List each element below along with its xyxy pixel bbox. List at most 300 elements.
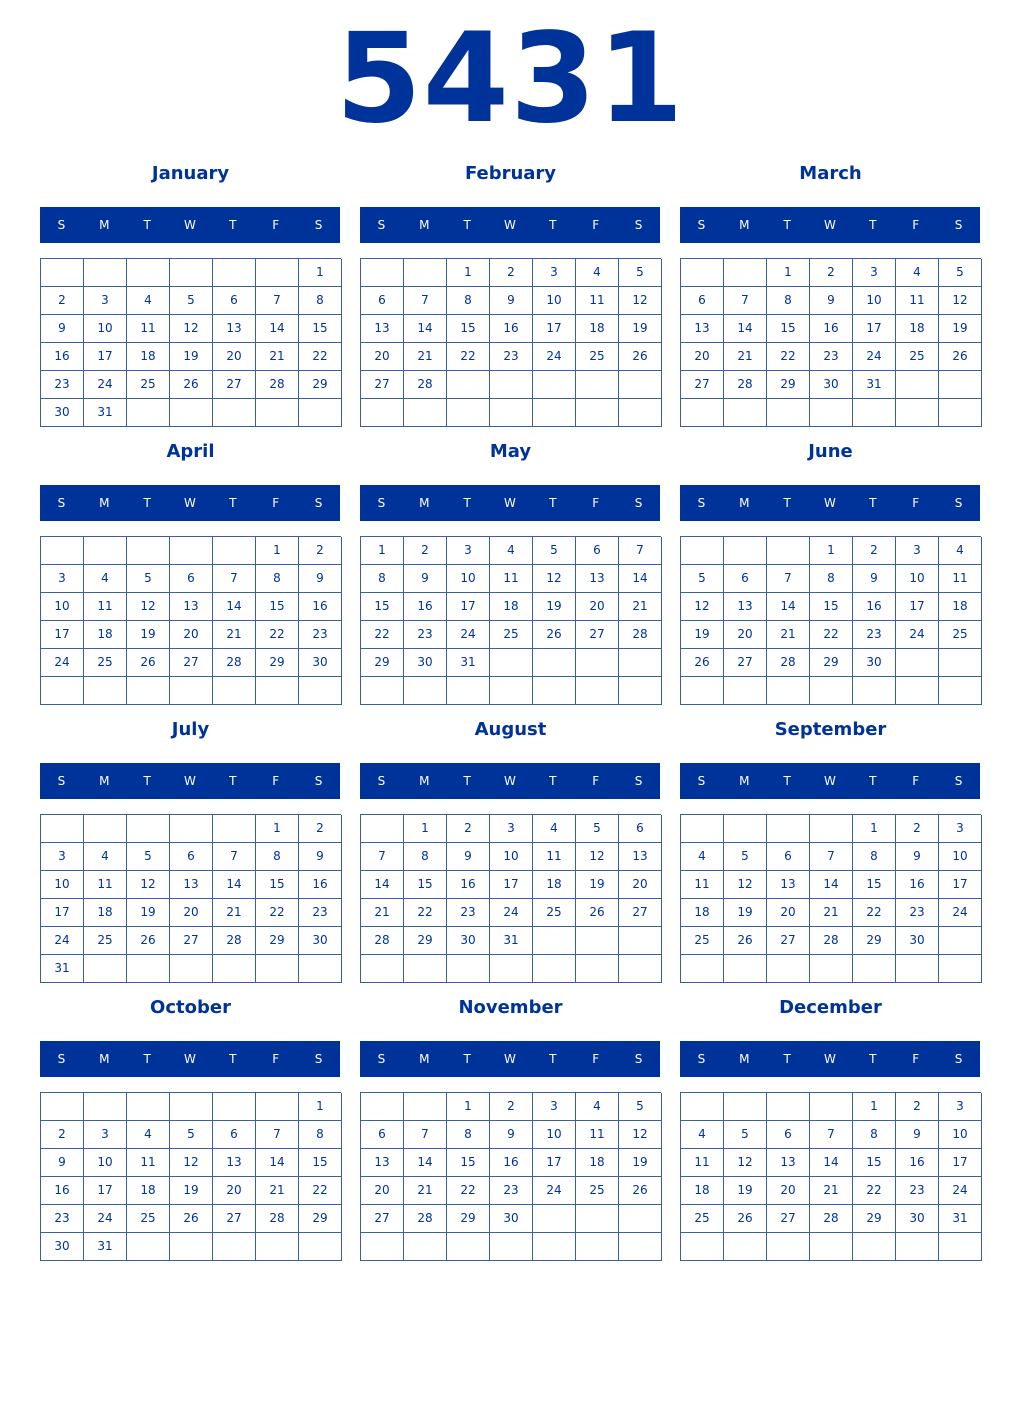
day-cell: 12: [939, 287, 982, 315]
day-cell: 15: [361, 593, 404, 621]
day-cell: 21: [404, 1177, 447, 1205]
day-cell: 13: [681, 315, 724, 343]
day-cell: 28: [767, 649, 810, 677]
weekday-label: M: [99, 1052, 110, 1066]
day-cell: 10: [533, 287, 576, 315]
day-cell: 14: [213, 593, 256, 621]
day-cell: 27: [767, 1205, 810, 1233]
weekday-header: [360, 485, 660, 521]
weekday-label: S: [57, 1052, 66, 1066]
weekday-label: T: [549, 774, 557, 788]
day-cell: 18: [896, 315, 939, 343]
month-name: September: [774, 719, 887, 740]
day-cell: 21: [213, 899, 256, 927]
day-cell: 7: [619, 537, 662, 565]
empty-day-cell: [127, 815, 170, 843]
year-title: 5431: [335, 7, 685, 151]
empty-day-cell: [619, 927, 662, 955]
empty-day-cell: [576, 399, 619, 427]
day-cell: 11: [84, 871, 127, 899]
empty-day-cell: [299, 1233, 342, 1261]
day-cell: 16: [41, 343, 84, 371]
day-cell: 23: [896, 899, 939, 927]
empty-day-cell: [404, 677, 447, 705]
day-cell: 11: [576, 287, 619, 315]
day-cell: 28: [619, 621, 662, 649]
weekday-label: W: [184, 774, 196, 788]
day-cell: 8: [447, 1121, 490, 1149]
day-cell: 15: [256, 593, 299, 621]
day-cell: 17: [939, 871, 982, 899]
day-cell: 11: [127, 315, 170, 343]
day-cell: 1: [853, 815, 896, 843]
empty-day-cell: [404, 1233, 447, 1261]
day-cell: 11: [896, 287, 939, 315]
empty-day-cell: [84, 955, 127, 983]
day-cell: 26: [619, 343, 662, 371]
day-cell: 17: [41, 621, 84, 649]
day-cell: 19: [939, 315, 982, 343]
day-cell: 5: [939, 259, 982, 287]
day-cell: 9: [41, 1149, 84, 1177]
day-cell: 8: [853, 1121, 896, 1149]
day-cell: 3: [41, 565, 84, 593]
empty-day-cell: [170, 259, 213, 287]
weekday-label: M: [739, 496, 750, 510]
weekday-label: W: [824, 218, 836, 232]
day-cell: 11: [533, 843, 576, 871]
empty-day-cell: [533, 371, 576, 399]
day-cell: 22: [853, 899, 896, 927]
empty-day-cell: [41, 677, 84, 705]
empty-day-cell: [361, 1093, 404, 1121]
day-cell: 9: [447, 843, 490, 871]
day-cell: 12: [619, 287, 662, 315]
empty-day-cell: [490, 677, 533, 705]
weekday-header: [360, 763, 660, 799]
day-cell: 29: [299, 1205, 342, 1233]
empty-day-cell: [299, 955, 342, 983]
empty-day-cell: [939, 399, 982, 427]
weekday-label: W: [184, 218, 196, 232]
day-cell: 23: [299, 621, 342, 649]
day-cell: 23: [447, 899, 490, 927]
day-cell: 13: [170, 593, 213, 621]
day-cell: 25: [576, 343, 619, 371]
day-cell: 7: [404, 287, 447, 315]
day-cell: 8: [299, 1121, 342, 1149]
day-cell: 16: [490, 315, 533, 343]
day-cell: 6: [724, 565, 767, 593]
day-cell: 3: [853, 259, 896, 287]
day-cell: 21: [810, 899, 853, 927]
empty-day-cell: [853, 677, 896, 705]
month-name: March: [799, 163, 862, 184]
day-cell: 2: [447, 815, 490, 843]
day-cell: 4: [490, 537, 533, 565]
empty-day-cell: [724, 955, 767, 983]
day-cell: 5: [127, 843, 170, 871]
empty-day-cell: [404, 399, 447, 427]
day-cell: 19: [724, 899, 767, 927]
weekday-label: T: [143, 496, 151, 510]
day-cell: 18: [84, 899, 127, 927]
day-cell: 29: [853, 927, 896, 955]
day-cell: 17: [84, 343, 127, 371]
empty-day-cell: [939, 371, 982, 399]
empty-day-cell: [361, 955, 404, 983]
empty-day-cell: [896, 677, 939, 705]
day-cell: 3: [447, 537, 490, 565]
weekday-label: S: [57, 496, 66, 510]
day-cell: 14: [619, 565, 662, 593]
empty-day-cell: [170, 1093, 213, 1121]
day-cell: 8: [404, 843, 447, 871]
month-name: May: [489, 441, 532, 462]
day-cell: 27: [619, 899, 662, 927]
day-cell: 12: [533, 565, 576, 593]
empty-day-cell: [681, 259, 724, 287]
weekday-header: [40, 1041, 340, 1077]
day-cell: 30: [810, 371, 853, 399]
day-cell: 4: [576, 1093, 619, 1121]
day-cell: 28: [810, 1205, 853, 1233]
empty-day-cell: [127, 1233, 170, 1261]
day-cell: 16: [896, 1149, 939, 1177]
day-cell: 9: [896, 843, 939, 871]
empty-day-cell: [404, 259, 447, 287]
day-cell: 1: [256, 815, 299, 843]
empty-day-cell: [490, 371, 533, 399]
empty-day-cell: [810, 399, 853, 427]
day-cell: 16: [41, 1177, 84, 1205]
day-cell: 2: [490, 1093, 533, 1121]
weekday-header: [40, 485, 340, 521]
empty-day-cell: [256, 1233, 299, 1261]
day-cell: 8: [256, 843, 299, 871]
day-cell: 26: [533, 621, 576, 649]
empty-day-cell: [361, 259, 404, 287]
day-cell: 27: [170, 649, 213, 677]
day-cell: 10: [896, 565, 939, 593]
day-cell: 24: [84, 1205, 127, 1233]
weekday-label: T: [229, 218, 237, 232]
day-cell: 28: [213, 649, 256, 677]
weekday-label: F: [272, 218, 280, 232]
day-cell: 11: [939, 565, 982, 593]
day-cell: 19: [681, 621, 724, 649]
day-cell: 5: [724, 1121, 767, 1149]
empty-day-cell: [533, 927, 576, 955]
day-cell: 29: [361, 649, 404, 677]
weekday-header: [680, 207, 980, 243]
empty-day-cell: [84, 815, 127, 843]
empty-day-cell: [447, 399, 490, 427]
empty-day-cell: [404, 955, 447, 983]
empty-day-cell: [490, 399, 533, 427]
day-cell: 18: [576, 315, 619, 343]
weekday-label: W: [184, 1052, 196, 1066]
empty-day-cell: [170, 1233, 213, 1261]
weekday-label: S: [954, 1052, 963, 1066]
day-grid: [40, 814, 341, 983]
day-cell: 5: [127, 565, 170, 593]
day-cell: 12: [681, 593, 724, 621]
weekday-label: F: [272, 774, 280, 788]
day-cell: 21: [256, 343, 299, 371]
day-cell: 19: [127, 899, 170, 927]
empty-day-cell: [84, 537, 127, 565]
day-cell: 9: [41, 315, 84, 343]
day-cell: 10: [41, 871, 84, 899]
day-cell: 23: [896, 1177, 939, 1205]
weekday-label: S: [697, 218, 706, 232]
day-cell: 25: [939, 621, 982, 649]
day-cell: 18: [127, 343, 170, 371]
empty-day-cell: [299, 677, 342, 705]
day-cell: 29: [853, 1205, 896, 1233]
weekday-label: T: [229, 774, 237, 788]
day-cell: 10: [41, 593, 84, 621]
empty-day-cell: [256, 259, 299, 287]
day-cell: 25: [127, 371, 170, 399]
day-cell: 3: [84, 1121, 127, 1149]
empty-day-cell: [724, 677, 767, 705]
day-cell: 20: [576, 593, 619, 621]
day-cell: 19: [170, 1177, 213, 1205]
weekday-label: S: [314, 496, 323, 510]
weekday-header: [40, 207, 340, 243]
empty-day-cell: [767, 537, 810, 565]
day-cell: 10: [84, 1149, 127, 1177]
day-cell: 4: [576, 259, 619, 287]
day-cell: 26: [576, 899, 619, 927]
day-cell: 13: [170, 871, 213, 899]
empty-day-cell: [533, 677, 576, 705]
day-cell: 15: [447, 315, 490, 343]
day-cell: 22: [256, 621, 299, 649]
empty-day-cell: [896, 649, 939, 677]
day-cell: 30: [447, 927, 490, 955]
day-cell: 29: [767, 371, 810, 399]
weekday-label: T: [143, 774, 151, 788]
day-cell: 20: [767, 899, 810, 927]
day-cell: 30: [41, 399, 84, 427]
day-cell: 22: [404, 899, 447, 927]
weekday-label: M: [419, 774, 430, 788]
day-cell: 24: [939, 1177, 982, 1205]
day-cell: 19: [619, 1149, 662, 1177]
day-cell: 1: [810, 537, 853, 565]
day-cell: 23: [853, 621, 896, 649]
day-cell: 9: [490, 1121, 533, 1149]
day-cell: 31: [41, 955, 84, 983]
day-cell: 6: [576, 537, 619, 565]
month-name: November: [458, 997, 563, 1018]
empty-day-cell: [619, 677, 662, 705]
weekday-header: [360, 1041, 660, 1077]
day-cell: 3: [490, 815, 533, 843]
day-cell: 13: [361, 315, 404, 343]
day-cell: 1: [404, 815, 447, 843]
day-cell: 17: [533, 1149, 576, 1177]
empty-day-cell: [576, 1233, 619, 1261]
weekday-label: W: [184, 496, 196, 510]
day-cell: 28: [256, 1205, 299, 1233]
weekday-label: M: [419, 1052, 430, 1066]
day-cell: 31: [853, 371, 896, 399]
empty-day-cell: [84, 259, 127, 287]
day-cell: 10: [853, 287, 896, 315]
empty-day-cell: [213, 537, 256, 565]
day-cell: 29: [447, 1205, 490, 1233]
day-cell: 17: [533, 315, 576, 343]
empty-day-cell: [681, 1233, 724, 1261]
empty-day-cell: [681, 955, 724, 983]
month-name: April: [166, 441, 215, 462]
empty-day-cell: [810, 677, 853, 705]
day-cell: 3: [939, 1093, 982, 1121]
day-cell: 28: [404, 1205, 447, 1233]
empty-day-cell: [619, 371, 662, 399]
weekday-label: T: [143, 1052, 151, 1066]
day-cell: 15: [404, 871, 447, 899]
day-cell: 10: [84, 315, 127, 343]
empty-day-cell: [213, 677, 256, 705]
empty-day-cell: [256, 955, 299, 983]
day-cell: 20: [767, 1177, 810, 1205]
day-cell: 25: [127, 1205, 170, 1233]
day-cell: 20: [619, 871, 662, 899]
weekday-label: S: [634, 218, 643, 232]
weekday-label: S: [377, 1052, 386, 1066]
weekday-label: F: [912, 496, 920, 510]
day-cell: 9: [299, 565, 342, 593]
empty-day-cell: [127, 259, 170, 287]
day-cell: 26: [170, 1205, 213, 1233]
month-name: January: [151, 163, 230, 184]
day-cell: 5: [170, 1121, 213, 1149]
weekday-label: S: [314, 774, 323, 788]
day-cell: 23: [490, 343, 533, 371]
day-cell: 7: [361, 843, 404, 871]
empty-day-cell: [127, 677, 170, 705]
day-cell: 15: [256, 871, 299, 899]
weekday-label: S: [954, 496, 963, 510]
day-cell: 18: [490, 593, 533, 621]
empty-day-cell: [619, 649, 662, 677]
day-cell: 19: [127, 621, 170, 649]
day-cell: 1: [256, 537, 299, 565]
day-cell: 5: [724, 843, 767, 871]
day-cell: 18: [127, 1177, 170, 1205]
day-cell: 2: [853, 537, 896, 565]
empty-day-cell: [767, 955, 810, 983]
day-cell: 7: [767, 565, 810, 593]
day-cell: 30: [299, 927, 342, 955]
day-cell: 10: [447, 565, 490, 593]
day-cell: 6: [170, 843, 213, 871]
weekday-label: T: [229, 496, 237, 510]
day-cell: 6: [767, 1121, 810, 1149]
day-cell: 14: [724, 315, 767, 343]
day-cell: 21: [724, 343, 767, 371]
day-cell: 9: [810, 287, 853, 315]
empty-day-cell: [767, 1093, 810, 1121]
day-cell: 16: [404, 593, 447, 621]
day-cell: 22: [810, 621, 853, 649]
empty-day-cell: [724, 1093, 767, 1121]
weekday-label: W: [504, 218, 516, 232]
empty-day-cell: [533, 1233, 576, 1261]
empty-day-cell: [213, 955, 256, 983]
day-cell: 30: [896, 927, 939, 955]
day-cell: 31: [84, 399, 127, 427]
day-cell: 8: [810, 565, 853, 593]
month-name: December: [779, 997, 882, 1018]
day-cell: 3: [41, 843, 84, 871]
day-grid: [360, 536, 661, 705]
day-cell: 29: [404, 927, 447, 955]
day-cell: 2: [896, 1093, 939, 1121]
day-cell: 18: [576, 1149, 619, 1177]
day-cell: 20: [724, 621, 767, 649]
day-cell: 12: [170, 315, 213, 343]
day-cell: 6: [170, 565, 213, 593]
day-cell: 7: [256, 1121, 299, 1149]
day-cell: 2: [41, 1121, 84, 1149]
day-cell: 26: [681, 649, 724, 677]
day-cell: 21: [361, 899, 404, 927]
weekday-label: S: [634, 1052, 643, 1066]
day-cell: 24: [853, 343, 896, 371]
day-cell: 22: [361, 621, 404, 649]
empty-day-cell: [724, 259, 767, 287]
day-cell: 26: [127, 927, 170, 955]
empty-day-cell: [576, 955, 619, 983]
weekday-label: S: [954, 218, 963, 232]
day-cell: 21: [767, 621, 810, 649]
day-cell: 1: [447, 259, 490, 287]
day-cell: 10: [490, 843, 533, 871]
empty-day-cell: [170, 677, 213, 705]
weekday-label: F: [912, 218, 920, 232]
weekday-label: M: [739, 1052, 750, 1066]
day-cell: 14: [256, 1149, 299, 1177]
day-cell: 16: [853, 593, 896, 621]
weekday-label: M: [99, 774, 110, 788]
day-grid: [40, 258, 341, 427]
day-cell: 31: [939, 1205, 982, 1233]
empty-day-cell: [810, 815, 853, 843]
day-cell: 22: [299, 343, 342, 371]
day-cell: 17: [490, 871, 533, 899]
empty-day-cell: [619, 955, 662, 983]
empty-day-cell: [127, 537, 170, 565]
empty-day-cell: [896, 1233, 939, 1261]
empty-day-cell: [810, 1093, 853, 1121]
weekday-label: S: [377, 774, 386, 788]
day-cell: 5: [619, 1093, 662, 1121]
day-grid: [40, 536, 341, 705]
day-cell: 6: [681, 287, 724, 315]
empty-day-cell: [939, 955, 982, 983]
day-cell: 6: [767, 843, 810, 871]
empty-day-cell: [939, 649, 982, 677]
day-cell: 8: [361, 565, 404, 593]
day-cell: 15: [299, 315, 342, 343]
day-cell: 15: [810, 593, 853, 621]
